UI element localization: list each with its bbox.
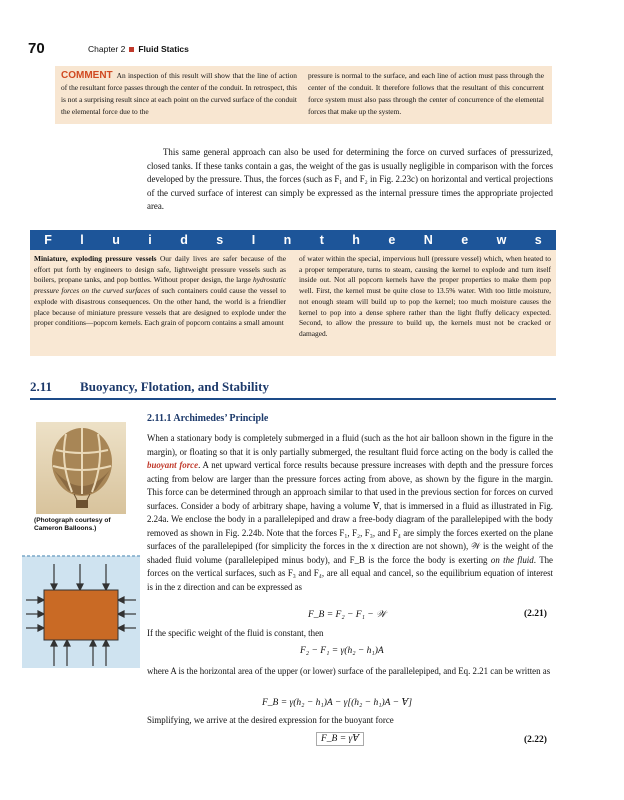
hot-air-balloon-photo — [36, 422, 126, 514]
news-left-text: Our daily lives are safer because of the effort put forth by engineers to design safe, lightweight pressure vessels such as boilers, propane tanks, and pop bottles. Without proper design, the large — [34, 254, 286, 285]
on-the-fluid-emphasis: on the fluid — [490, 554, 534, 565]
news-left-column — [34, 254, 286, 329]
comment-box — [55, 66, 552, 124]
section-number: 2.11 — [30, 379, 53, 394]
equation-2-22: F_B = γⱯ — [316, 732, 364, 746]
banner-letter: h — [352, 233, 360, 247]
banner-letter: F — [44, 233, 52, 247]
subsection-heading — [147, 413, 268, 424]
equation-2-22-box — [316, 733, 364, 744]
banner-letter: s — [534, 233, 542, 247]
equation-2-21: F_B = F₂ − F₁ − 𝒲 — [308, 610, 387, 620]
fluids-in-the-news-banner — [30, 230, 556, 250]
chapter-label: Chapter 2 — [88, 44, 126, 54]
news-right-column: of water within the special, impervious hull (pressure vessel) which, when heated to a proper temperature, turns to steam, causing the kernel to explode and turn itself inside out. Not all popcorn kernels have the proper properties to make them pop well. First, the kernel must be quite close to 13.5% water. With too little moisture, not enough steam will build up to pop the kernel; too much moisture causes the kernel to pop into a dense sphere rather than the light fluffy delicacy expected. Second, to allow the pressure to build up, the kernels must not be cracked or damaged. — [299, 254, 551, 338]
paragraph-text: . The forces on the vertical surfaces, such as F₃ and F₄, are all equal and cancel, so the equilibrium equation of interest is in the z direction and can be expressed as — [147, 554, 553, 592]
equation-2-22-number: (2.22) — [524, 735, 547, 745]
banner-letter: w — [496, 233, 507, 247]
banner-letter: I — [251, 233, 256, 247]
news-box — [30, 250, 556, 356]
banner-letter: u — [112, 233, 120, 247]
banner-letter: e — [388, 233, 396, 247]
paragraph-area: where A is the horizontal area of the upper (or lower) surface of the parallelepiped, and Eq. 2.21 can be written as — [147, 666, 551, 676]
news-headline: Miniature, exploding pressure vessels — [34, 254, 157, 263]
running-header — [88, 44, 189, 54]
news-left-text-end: of such containers could cause the vessel to explode with disastrous consequences. On the other hand, the world is a friendlier place because of miniature pressure vessels that are designed to explode under the proper conditions—popcorn kernels. Each grain of popcorn contains a small amount — [34, 286, 286, 328]
section-title: Buoyancy, Flotation, and Stability — [80, 379, 269, 394]
equation-buoyant-expanded: F_B = γ(h₂ − h₁)A − γ[(h₂ − h₁)A − Ɐ] — [262, 698, 413, 708]
header-square-icon — [129, 47, 134, 52]
intro-paragraph: This same general approach can also be used for determining the force on curved surfaces of pressurized, closed tanks. If these tanks contain a gas, the weight of the gas is usually negligible in comparison with the forces developed by the pressure. Thus, the forces (such as F₁ and F₂ in Fig. 2.23c) on horizontal and vertical projections of the curved surface of interest can simply be expressed as the internal pressure times the appropriate projected area. — [147, 147, 553, 211]
section-heading — [30, 379, 269, 395]
banner-letter: l — [80, 233, 84, 247]
banner-letter: d — [180, 233, 188, 247]
comment-label: COMMENT — [61, 70, 113, 81]
banner-letter: e — [461, 233, 469, 247]
news-left-italic: hydrostatic pressure forces on the curved surfaces — [34, 275, 286, 296]
subsection-title: Archimedes’ Principle — [173, 413, 269, 424]
archimedes-paragraph — [147, 432, 553, 594]
photo-caption: (Photograph courtesy of Cameron Balloons.) — [34, 517, 111, 532]
section-rule — [30, 398, 556, 400]
comment-left-column — [61, 70, 297, 118]
banner-letter: s — [216, 233, 224, 247]
paragraph-specific-weight: If the specific weight of the fluid is constant, then — [147, 628, 324, 638]
paragraph-text: . A net upward vertical force results because pressure increases with depth and the pressure forces acting from below are larger than the pressure forces acting from above, as shown by the figure in the margin. This force can be determined through an approach similar to that used in the previous section for forces on curved surfaces. Consider a body of arbitrary shape, having a volume Ɐ, that is immersed in a fluid as illustrated in Fig. 2.24a. We enclose the body in a parallelepiped and draw a free-body diagram of the parallelepiped with the body removed as shown in Fig. 2.24b. Note that the forces F₁, F₂, F₃, and F₄ are simply the forces exerted on the plane surfaces of the parallelepiped (for simplicity the forces in the x direction are not shown), 𝒲 is the weight of the shaded fluid volume (parallelepiped minus body), and F_B is the force the body is exerting — [147, 460, 553, 565]
banner-letter: N — [423, 233, 433, 247]
banner-letter: t — [319, 233, 324, 247]
buoyant-force-term: buoyant force — [147, 460, 199, 470]
page-number: 70 — [28, 40, 45, 57]
equation-force-difference: F₂ − F₁ = γ(h₂ − h₁)A — [300, 646, 384, 656]
comment-right-column: pressure is normal to the surface, and each line of action must pass through the center of the conduit. It therefore follows that the resultant of this concurrent force system must also pass through the center of concurrence of the elemental forces that make up the system. — [308, 71, 544, 116]
chapter-title: Fluid Statics — [138, 44, 189, 54]
paragraph-simplify: Simplifying, we arrive at the desired expression for the buoyant force — [147, 715, 394, 725]
comment-left-text: An inspection of this result will show that the line of action of the resultant force passes through the center of the conduit. In retrospect, this is not a surprising result since at each point on the curved surface of the conduit the elemental force due to the — [61, 71, 297, 116]
banner-letter: n — [283, 233, 292, 247]
subsection-number: 2.11.1 — [147, 413, 172, 424]
paragraph-text: When a stationary body is completely submerged in a fluid (such as the hot air balloon shown in the figure in the margin), or floating so that it is only partially submerged, the resultant fluid force acting on the body is called the — [147, 433, 553, 457]
buoyancy-margin-figure — [22, 542, 140, 668]
equation-2-21-number: (2.21) — [524, 609, 547, 619]
banner-letter: i — [148, 233, 152, 247]
